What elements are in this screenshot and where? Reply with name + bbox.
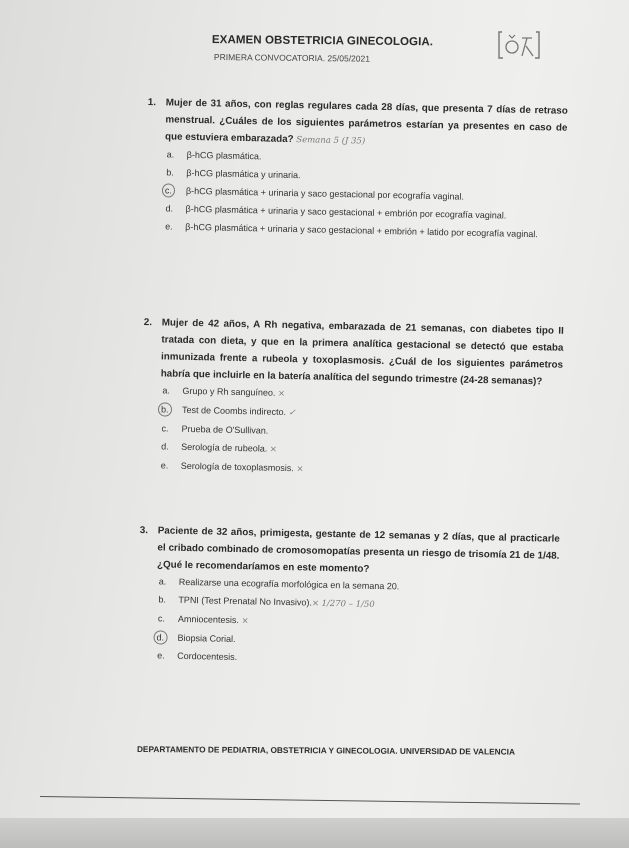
option-text: β-hCG plasmática + urinaria y saco gestacional por ecografía vaginal.: [185, 185, 465, 202]
option-text: Serología de rubeola.: [181, 441, 268, 454]
question-number: 1.: [147, 96, 157, 109]
option-letter: b.: [158, 594, 167, 605]
handwritten-note: Semana 5 (J 35): [296, 135, 366, 147]
option-text: Prueba de O'Sullivan.: [181, 423, 269, 436]
option-letter: a.: [158, 576, 167, 587]
option-text: β-hCG plasmática y urinaria.: [186, 167, 301, 181]
option-letter: b.: [166, 167, 174, 178]
option-e[interactable]: [145, 220, 565, 241]
option-text: TPNI (Test Prenatal No Invasivo).: [178, 594, 313, 608]
option-letter-circled: c.: [163, 184, 174, 196]
option-letter: a.: [162, 385, 171, 396]
answer-options: [145, 148, 567, 241]
cross-mark: ×: [241, 616, 249, 627]
option-c[interactable]: [146, 184, 566, 205]
option-text: β-hCG plasmática + urinaria y saco gestacional + embrión + latido por ecografía vaginal.: [185, 221, 538, 240]
question-2: [141, 314, 564, 487]
option-letter: d.: [161, 441, 169, 452]
cross-mark: ×: [277, 388, 286, 399]
question-text: Mujer de 31 años, con reglas regulares cada 28 días, que presenta 7 días de retraso menstrual. ¿Cuáles de los siguientes parámetros estarían ya presentes en caso de que estuviera embarazada?: [164, 97, 568, 146]
cross-mark: ×: [311, 598, 320, 609]
footer-divider: [40, 796, 580, 805]
question-text: Paciente de 32 años, primigesta, gestante de 12 semanas y 2 días, que al practicarle el cribado combinado de cromosomopatías presenta un riesgo de trisomía 21 de 1/48. ¿Qué le recomendaríamos en este momento?: [156, 525, 560, 575]
answer-options: [141, 384, 563, 481]
question-number: 2.: [143, 316, 153, 329]
exam-title: EXAMEN OBSTETRICIA GINECOLOGIA.: [211, 34, 434, 49]
page-edge: [0, 818, 629, 848]
option-text: Biopsia Corial.: [177, 632, 236, 645]
option-b[interactable]: [138, 593, 558, 615]
option-c[interactable]: [141, 422, 561, 443]
question-stem: [139, 522, 560, 582]
option-d[interactable]: [145, 202, 565, 223]
cross-mark: ×: [296, 464, 304, 475]
option-c[interactable]: [138, 612, 558, 634]
exam-subtitle: PRIMERA CONVOCATORIA. 25/05/2021: [213, 52, 371, 64]
option-letter: e.: [165, 221, 173, 232]
question-text: Mujer de 42 años, A Rh negativa, embarazada de 21 semanas, con diabetes tipo II tratada con dieta, y que en la primera analítica gestacional se detectó que estaba inmunizada frente a rubeola y toxoplasmosis. ¿Cuál de los siguientes parámetros habría que incluirle en la batería analítica del segundo trimestre (24-28 semanas)?: [160, 317, 564, 388]
question-1: [145, 94, 568, 247]
option-letter-circled: d.: [154, 631, 166, 643]
option-e[interactable]: [141, 459, 561, 481]
option-b[interactable]: [146, 166, 566, 187]
option-letter: e.: [157, 650, 165, 661]
option-letter-circled: b.: [159, 403, 171, 415]
option-text: Amniocentesis.: [177, 613, 240, 626]
option-letter: a.: [166, 149, 175, 160]
option-letter: c.: [161, 423, 169, 434]
option-e[interactable]: [137, 649, 557, 670]
option-text: β-hCG plasmática + urinaria y saco gestacional + embrión por ecografía vaginal.: [185, 203, 507, 221]
option-text: Serología de toxoplasmosis.: [180, 460, 294, 474]
check-mark: ✓: [288, 408, 296, 419]
option-text: Grupo y Rh sanguíneo.: [182, 385, 276, 398]
option-letter: d.: [165, 203, 174, 214]
option-b[interactable]: [142, 403, 562, 425]
question-stem: [143, 314, 564, 391]
question-3: [137, 522, 560, 676]
answer-options: [137, 575, 559, 670]
option-text: Realizarse una ecografía morfológica en la semana 20.: [178, 576, 400, 592]
option-letter: e.: [160, 460, 169, 471]
option-d[interactable]: [137, 631, 557, 652]
option-text: Test de Coombs indirecto.: [181, 404, 287, 417]
question-stem: [147, 94, 568, 155]
option-letter: c.: [157, 613, 166, 624]
department-footer: DEPARTAMENTO DE PEDIATRIA, OBSTETRICIA Y GINECOLOGIA. UNIVERSIDAD DE VALENCIA: [136, 744, 515, 757]
option-text: β-hCG plasmática.: [186, 149, 262, 162]
option-d[interactable]: [141, 440, 561, 462]
handwritten-stamp-icon: [496, 28, 542, 62]
cross-mark: ×: [269, 444, 277, 455]
option-text: Cordocentesis.: [177, 650, 238, 663]
handwritten-note: 1/270 – 1/50: [321, 598, 375, 610]
question-number: 3.: [139, 524, 149, 537]
